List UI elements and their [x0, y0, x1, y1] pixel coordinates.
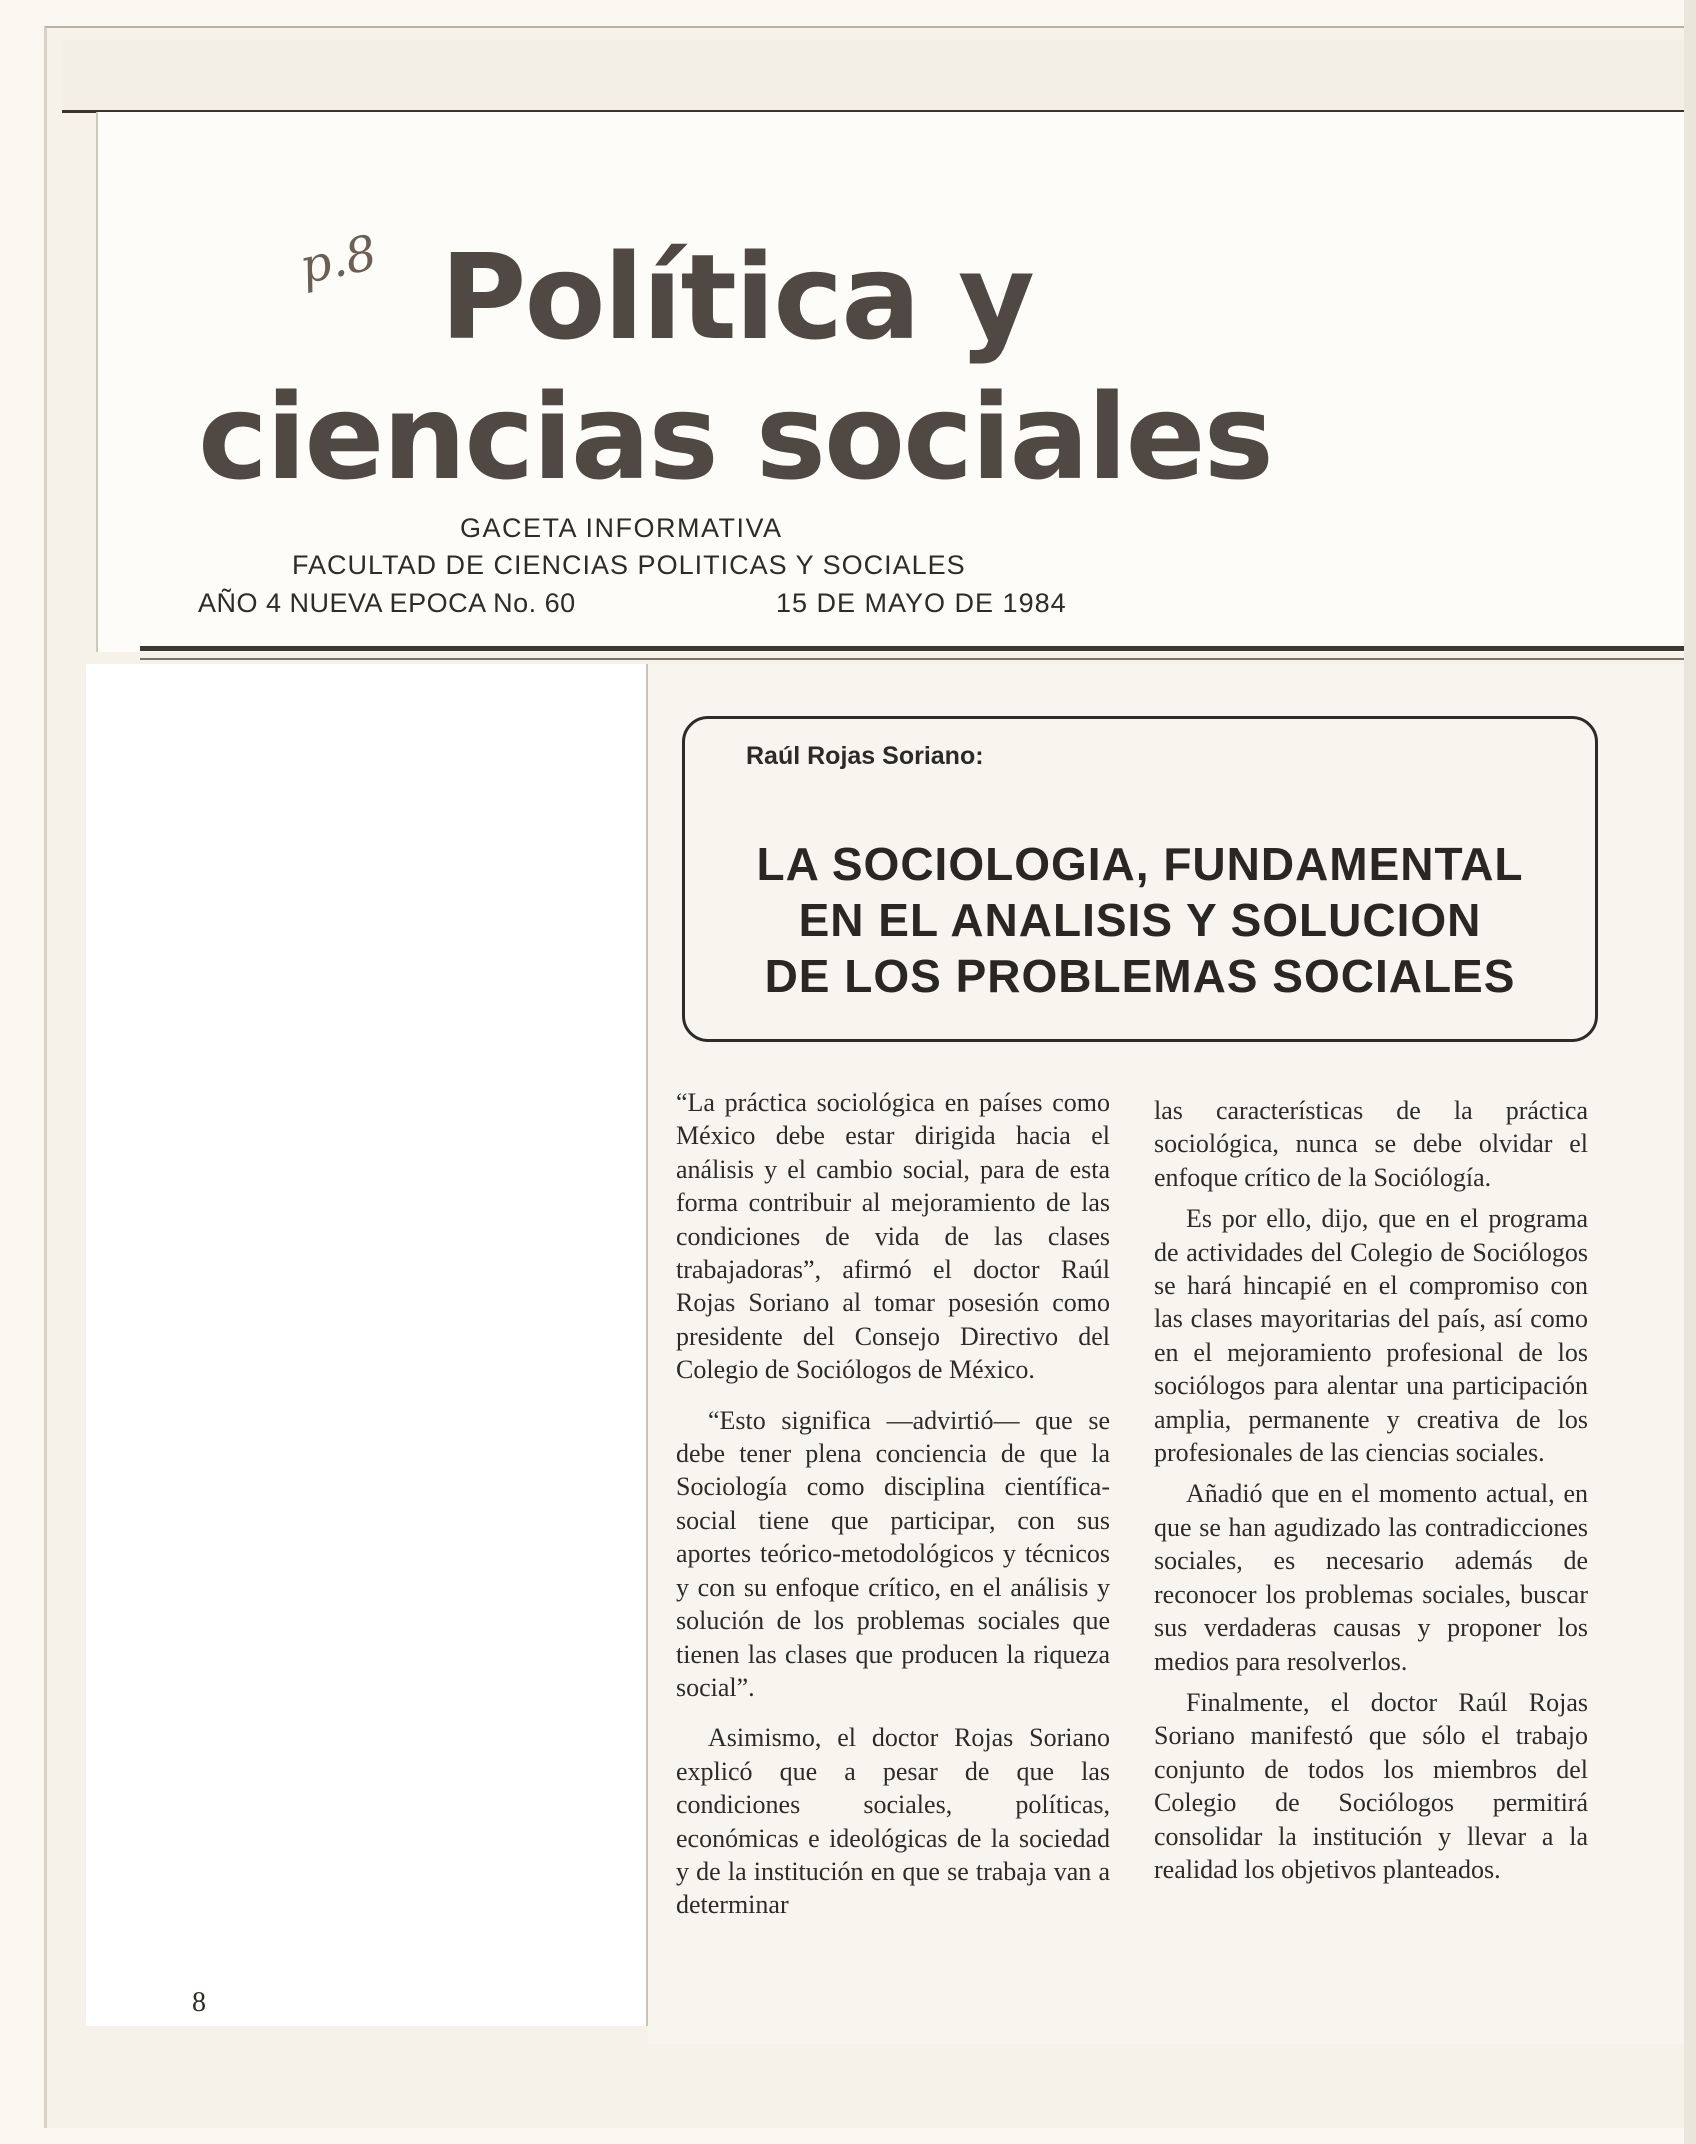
- headline-line: EN EL ANALISIS Y SOLUCION: [798, 894, 1482, 946]
- blank-pasted-panel: [86, 664, 648, 2026]
- masthead-rule-thin: [140, 658, 1684, 660]
- publication-title-line1: Política y: [440, 228, 1033, 366]
- issue-number: AÑO 4 NUEVA EPOCA No. 60: [198, 588, 576, 618]
- top-page-band: [62, 40, 1684, 113]
- headline-line: DE LOS PROBLEMAS SOCIALES: [764, 950, 1516, 1002]
- gaceta-subtitle: GACETA INFORMATIVA: [460, 513, 783, 543]
- faculty-subtitle: FACULTAD DE CIENCIAS POLITICAS Y SOCIALES: [292, 550, 966, 580]
- article-byline: Raúl Rojas Soriano:: [746, 742, 984, 770]
- paragraph: “Esto significa —advirtió— que se debe tener plena conciencia de que la Sociología como disciplina científica-social tiene que participar, con sus aportes teórico-metodológicos y técnicos y con su enfoque crítico, en el análisis y solución de los problemas sociales que tienen las clases que producen la riqueza social”.: [676, 1405, 1110, 1702]
- masthead-rule: [140, 646, 1684, 651]
- publication-title-line2: ciencias sociales: [198, 368, 1272, 506]
- handwritten-page-note: p.8: [295, 224, 382, 296]
- headline-line: LA SOCIOLOGIA, FUNDAMENTAL: [756, 838, 1524, 890]
- article-column-1: [676, 1086, 1110, 1939]
- paragraph: Asimismo, el doctor Rojas Soriano explicó que a pesar de que las condiciones sociales, políticas, económicas e ideológicas de la sociedad y de la institución en que se trabaja van a determinar: [676, 1723, 1110, 1920]
- page-edge: [1684, 0, 1696, 2144]
- article-column-2: [1154, 1094, 1588, 1903]
- paragraph: las características de la práctica sociológica, nunca se debe olvidar el enfoque crítico de la Sociólogía.: [1154, 1096, 1588, 1192]
- paragraph: Añadió que en el momento actual, en que se han agudizado las contradicciones sociales, es necesario además de reconocer los problemas sociales, buscar sus verdaderas causas y proponer los medios para resolverlos.: [1154, 1479, 1588, 1676]
- paragraph: Es por ello, dijo, que en el programa de actividades del Colegio de Sociólogos se hará hincapié en el compromiso con las clases mayoritarias del país, así como en el mejoramiento profesional de los sociólogos para alentar una participación amplia, permanente y creativa de los profesionales de las ciencias sociales.: [1154, 1204, 1588, 1468]
- article-headline: [700, 836, 1580, 1004]
- paragraph: Finalmente, el doctor Raúl Rojas Soriano manifestó que sólo el trabajo conjunto de todos los miembros del Colegio de Sociólogos permitirá consolidar la institución y llevar a la realidad los objetivos planteados.: [1154, 1687, 1588, 1884]
- paragraph: “La práctica sociológica en países como México debe estar dirigida hacia el análisis y el cambio social, para de esta forma contribuir al mejoramiento de las condiciones de vida de las clases trabajadoras”, afirmó el doctor Raúl Rojas Soriano al tomar posesión como presidente del Consejo Directivo del Colegio de Sociólogos de México.: [676, 1088, 1110, 1385]
- page-number: 8: [192, 1987, 206, 2018]
- issue-date: 15 DE MAYO DE 1984: [776, 588, 1067, 618]
